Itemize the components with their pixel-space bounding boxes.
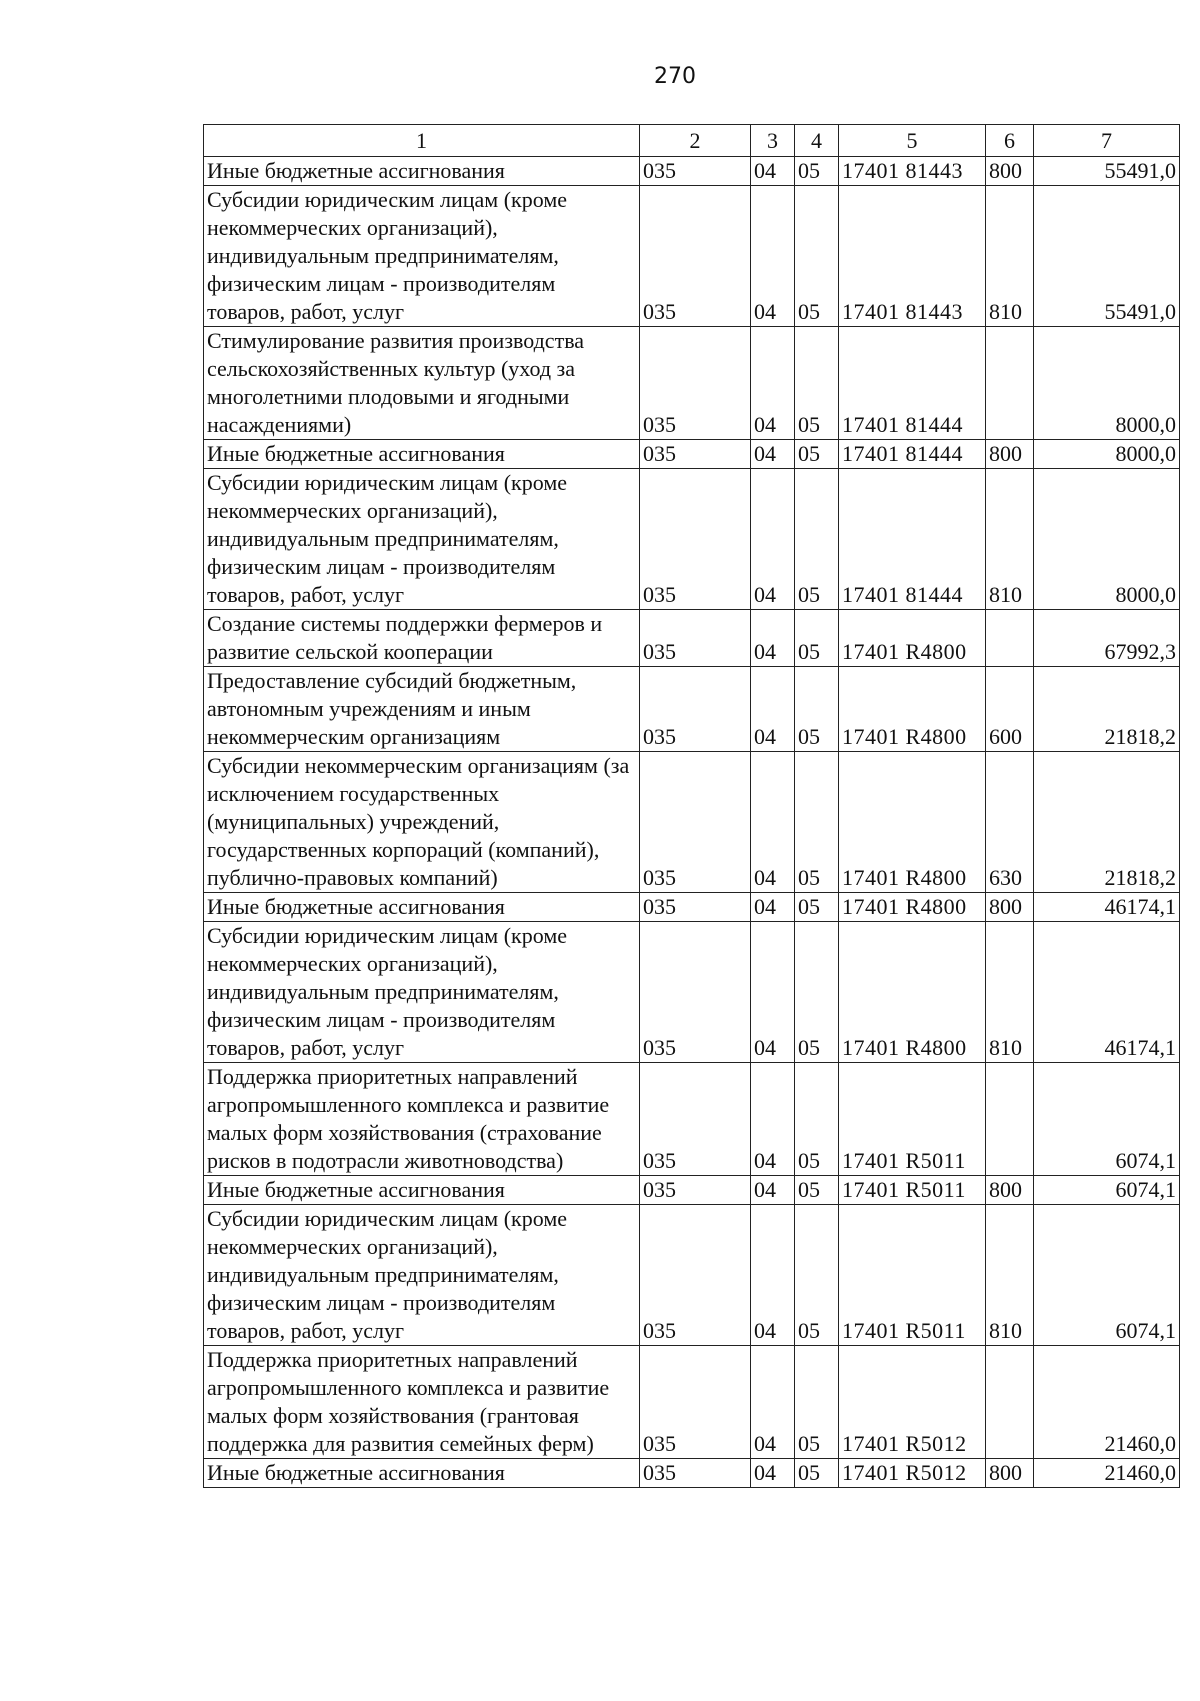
expense-type-cell: 800 <box>986 157 1034 186</box>
amount-cell: 21818,2 <box>1034 752 1180 893</box>
amount-cell: 21460,0 <box>1034 1346 1180 1459</box>
row-name-cell: Предоставление субсидий бюджетным, автономным учреждениям и иным некоммерческим организациям <box>204 667 640 752</box>
row-name-cell: Иные бюджетные ассигнования <box>204 440 640 469</box>
expense-type-cell: 800 <box>986 1176 1034 1205</box>
ministry-code-cell: 035 <box>640 186 751 327</box>
subsection-code-cell: 05 <box>795 1346 839 1459</box>
section-code-cell: 04 <box>751 1063 795 1176</box>
section-code-cell: 04 <box>751 157 795 186</box>
amount-cell: 67992,3 <box>1034 610 1180 667</box>
target-article-cell: 17401 R5012 <box>839 1459 986 1488</box>
table-body <box>204 157 1180 1488</box>
ministry-code-cell: 035 <box>640 1459 751 1488</box>
target-article-cell: 17401 81443 <box>839 186 986 327</box>
section-code-cell: 04 <box>751 922 795 1063</box>
column-header: 1 <box>204 125 640 157</box>
target-article-cell: 17401 R4800 <box>839 667 986 752</box>
target-article-cell: 17401 R5011 <box>839 1063 986 1176</box>
ministry-code-cell: 035 <box>640 469 751 610</box>
section-code-cell: 04 <box>751 327 795 440</box>
section-code-cell: 04 <box>751 469 795 610</box>
column-header: 3 <box>751 125 795 157</box>
row-name-cell: Субсидии некоммерческим организациям (за исключением государственных (муниципальных) учреждений, государственных корпораций (компаний), публично-правовых компаний) <box>204 752 640 893</box>
column-header: 2 <box>640 125 751 157</box>
row-name-cell: Субсидии юридическим лицам (кроме некоммерческих организаций), индивидуальным предпринимателям, физическим лицам - производителям товаров, работ, услуг <box>204 469 640 610</box>
row-name-cell: Создание системы поддержки фермеров и развитие сельской кооперации <box>204 610 640 667</box>
expense-type-cell: 810 <box>986 1205 1034 1346</box>
section-code-cell: 04 <box>751 1346 795 1459</box>
target-article-cell: 17401 R4800 <box>839 610 986 667</box>
section-code-cell: 04 <box>751 186 795 327</box>
subsection-code-cell: 05 <box>795 667 839 752</box>
budget-table <box>203 124 1180 1488</box>
section-code-cell: 04 <box>751 1459 795 1488</box>
expense-type-cell: 810 <box>986 922 1034 1063</box>
ministry-code-cell: 035 <box>640 752 751 893</box>
expense-type-cell: 810 <box>986 186 1034 327</box>
table-row <box>204 186 1180 327</box>
target-article-cell: 17401 81444 <box>839 327 986 440</box>
target-article-cell: 17401 R4800 <box>839 893 986 922</box>
expense-type-cell: 600 <box>986 667 1034 752</box>
row-name-cell: Поддержка приоритетных направлений агропромышленного комплекса и развитие малых форм хозяйствования (грантовая поддержка для развития семейных ферм) <box>204 1346 640 1459</box>
ministry-code-cell: 035 <box>640 667 751 752</box>
subsection-code-cell: 05 <box>795 1205 839 1346</box>
subsection-code-cell: 05 <box>795 469 839 610</box>
target-article-cell: 17401 R5012 <box>839 1346 986 1459</box>
ministry-code-cell: 035 <box>640 1176 751 1205</box>
amount-cell: 6074,1 <box>1034 1063 1180 1176</box>
ministry-code-cell: 035 <box>640 1346 751 1459</box>
expense-type-cell: 800 <box>986 1459 1034 1488</box>
amount-cell: 55491,0 <box>1034 186 1180 327</box>
row-name-cell: Субсидии юридическим лицам (кроме некоммерческих организаций), индивидуальным предпринимателям, физическим лицам - производителям товаров, работ, услуг <box>204 186 640 327</box>
section-code-cell: 04 <box>751 752 795 893</box>
target-article-cell: 17401 81444 <box>839 440 986 469</box>
row-name-cell: Иные бюджетные ассигнования <box>204 893 640 922</box>
expense-type-cell: 810 <box>986 469 1034 610</box>
subsection-code-cell: 05 <box>795 1176 839 1205</box>
subsection-code-cell: 05 <box>795 893 839 922</box>
ministry-code-cell: 035 <box>640 327 751 440</box>
column-header: 4 <box>795 125 839 157</box>
expense-type-cell: 630 <box>986 752 1034 893</box>
amount-cell: 8000,0 <box>1034 327 1180 440</box>
table-row <box>204 440 1180 469</box>
ministry-code-cell: 035 <box>640 157 751 186</box>
page-number: 270 <box>654 64 696 89</box>
table-row <box>204 1459 1180 1488</box>
target-article-cell: 17401 R5011 <box>839 1176 986 1205</box>
ministry-code-cell: 035 <box>640 1205 751 1346</box>
table-row <box>204 157 1180 186</box>
column-header: 6 <box>986 125 1034 157</box>
column-header: 7 <box>1034 125 1180 157</box>
amount-cell: 21818,2 <box>1034 667 1180 752</box>
subsection-code-cell: 05 <box>795 610 839 667</box>
expense-type-cell <box>986 610 1034 667</box>
amount-cell: 21460,0 <box>1034 1459 1180 1488</box>
subsection-code-cell: 05 <box>795 186 839 327</box>
table-row <box>204 922 1180 1063</box>
row-name-cell: Поддержка приоритетных направлений агропромышленного комплекса и развитие малых форм хозяйствования (страхование рисков в подотрасли животноводства) <box>204 1063 640 1176</box>
ministry-code-cell: 035 <box>640 922 751 1063</box>
subsection-code-cell: 05 <box>795 752 839 893</box>
table-row <box>204 1205 1180 1346</box>
target-article-cell: 17401 R5011 <box>839 1205 986 1346</box>
target-article-cell: 17401 R4800 <box>839 752 986 893</box>
amount-cell: 46174,1 <box>1034 922 1180 1063</box>
row-name-cell: Субсидии юридическим лицам (кроме некоммерческих организаций), индивидуальным предпринимателям, физическим лицам - производителям товаров, работ, услуг <box>204 1205 640 1346</box>
amount-cell: 46174,1 <box>1034 893 1180 922</box>
expense-type-cell <box>986 1346 1034 1459</box>
expense-type-cell: 800 <box>986 440 1034 469</box>
ministry-code-cell: 035 <box>640 893 751 922</box>
ministry-code-cell: 035 <box>640 610 751 667</box>
amount-cell: 6074,1 <box>1034 1176 1180 1205</box>
expense-type-cell <box>986 327 1034 440</box>
table-row <box>204 327 1180 440</box>
target-article-cell: 17401 81444 <box>839 469 986 610</box>
table-row <box>204 610 1180 667</box>
table-row <box>204 469 1180 610</box>
expense-type-cell <box>986 1063 1034 1176</box>
section-code-cell: 04 <box>751 667 795 752</box>
amount-cell: 55491,0 <box>1034 157 1180 186</box>
subsection-code-cell: 05 <box>795 1063 839 1176</box>
section-code-cell: 04 <box>751 893 795 922</box>
section-code-cell: 04 <box>751 610 795 667</box>
ministry-code-cell: 035 <box>640 1063 751 1176</box>
expense-type-cell: 800 <box>986 893 1034 922</box>
table-row <box>204 1063 1180 1176</box>
table-row <box>204 1176 1180 1205</box>
subsection-code-cell: 05 <box>795 1459 839 1488</box>
row-name-cell: Иные бюджетные ассигнования <box>204 157 640 186</box>
subsection-code-cell: 05 <box>795 922 839 1063</box>
subsection-code-cell: 05 <box>795 157 839 186</box>
amount-cell: 6074,1 <box>1034 1205 1180 1346</box>
amount-cell: 8000,0 <box>1034 440 1180 469</box>
section-code-cell: 04 <box>751 1205 795 1346</box>
table-row <box>204 1346 1180 1459</box>
section-code-cell: 04 <box>751 440 795 469</box>
row-name-cell: Стимулирование развития производства сельскохозяйственных культур (уход за многолетними плодовыми и ягодными насаждениями) <box>204 327 640 440</box>
column-header: 5 <box>839 125 986 157</box>
row-name-cell: Иные бюджетные ассигнования <box>204 1459 640 1488</box>
target-article-cell: 17401 81443 <box>839 157 986 186</box>
row-name-cell: Субсидии юридическим лицам (кроме некоммерческих организаций), индивидуальным предпринимателям, физическим лицам - производителям товаров, работ, услуг <box>204 922 640 1063</box>
amount-cell: 8000,0 <box>1034 469 1180 610</box>
subsection-code-cell: 05 <box>795 440 839 469</box>
row-name-cell: Иные бюджетные ассигнования <box>204 1176 640 1205</box>
target-article-cell: 17401 R4800 <box>839 922 986 1063</box>
section-code-cell: 04 <box>751 1176 795 1205</box>
table-row <box>204 752 1180 893</box>
table-row <box>204 667 1180 752</box>
ministry-code-cell: 035 <box>640 440 751 469</box>
table-row <box>204 893 1180 922</box>
table-header-row <box>204 125 1180 157</box>
subsection-code-cell: 05 <box>795 327 839 440</box>
